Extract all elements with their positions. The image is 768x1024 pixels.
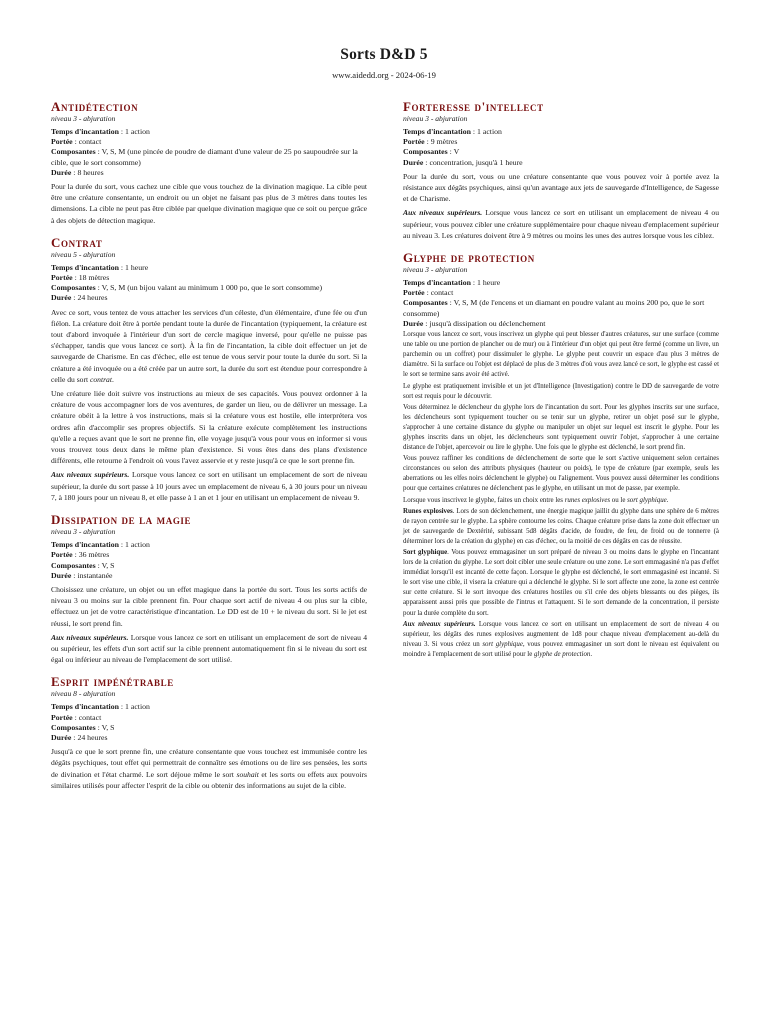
spell-description: Vous déterminez le déclencheur du glyphe lors de l'incantation du sort. Pour les glyphes inscrits sur une surface, les déclencheurs sont typiquement toucher ou se tenir sur un glyphe, retirer un objet posé sur le glyphe, s'approcher à une certaine distance du glyphe ou manipuler un objet sur lequel est inscrit le glyphe. Pour les glyphes inscrits dans un objet, les déclencheurs sont typiquement ouvrir l'objet, s'approcher à une certaine distance de l'objet, apercevoir ou lire le glyphe. Une fois que le glyphe est déclenché, le sort prend fin.	[403, 403, 719, 452]
spell-antidetection	[51, 99, 367, 226]
spell-esprit-impenetrable	[51, 674, 367, 791]
spell-name: Esprit impénétrable	[51, 674, 174, 690]
spell-duration: Durée : jusqu'à dissipation ou déclenchement	[403, 318, 546, 328]
spell-range: Portée : contact	[51, 137, 102, 147]
spell-level: niveau 3 - abjuration	[51, 527, 116, 537]
spell-glyphe-de-protection	[403, 250, 719, 660]
spell-components: Composantes : V, S	[51, 560, 115, 570]
spell-description: Jusqu'à ce que le sort prenne fin, une créature consentante que vous touchez est immunisée contre les dégâts psychiques, tout effet qui permettrait de connaître ses émotions ou de lire ses pensées, les sorts de divination et l'état charmé. Le sort déjoue même le sort souhait et les sorts ou effets aux pouvoirs similaires utilisés pour affecter l'esprit de la cible ou obtenir des informations au sujet de la cible.	[51, 747, 367, 790]
spell-casting-time: Temps d'incantation : 1 action	[51, 702, 150, 712]
spell-name: Contrat	[51, 234, 103, 250]
spell-higher-levels: Aux niveaux supérieurs. Lorsque vous lancez ce sort en utilisant un emplacement de sort de niveau 4 ou supérieur, les dégâts des runes explosives augmentent de 1d8 pour chaque niveau d'emplacement au-delà du niveau 3. Si vous créez un sort glyphique, vous pouvez emmagasiner un sort dont le niveau est équivalent ou moindre à l'emplacement de sort utilisé pour le glyphe de protection.	[403, 620, 720, 658]
spell-name: Glyphe de protection	[403, 250, 535, 266]
spell-duration: Durée : 8 heures	[51, 167, 104, 177]
spell-higher-levels: Aux niveaux supérieurs. Lorsque vous lancez ce sort en utilisant un emplacement de sort de niveau 4 ou supérieur, les effets d'un sort actif sur la cible prennent automatiquement fin si le niveau du sort est égal ou inférieur au niveau de l'emplacement de sort utilisé.	[51, 632, 367, 665]
spell-description: Pour la durée du sort, vous cachez une cible que vous touchez de la divination magique. La cible peut être une créature consentante, un endroit ou un objet ne faisant pas plus de 3 mètres dans toutes les dimensions. La cible ne peut pas être ciblée par quelque divination magique que ce soit ou perçue grâce à des objets de détection magique.	[51, 182, 367, 225]
spell-components: Composantes : V, S, M (un bijou valant au minimum 1 000 po, que le sort consomme)	[51, 283, 323, 293]
spell-casting-time: Temps d'incantation : 1 action	[403, 127, 502, 136]
spell-description: Sort glyphique. Vous pouvez emmagasiner un sort préparé de niveau 3 ou moins dans le glyphe en l'incantant lors de la création du glyphe. Le sort doit cibler une seule créature ou une zone. Le sort emmagasiné n'a pas d'effet immédiat lorsqu'il est incanté de cette façon. Lorsque le glyphe est déclenché, le sort emmagasiné est incanté. Si le sort vise une cible, il visera la créature qui a déclenché le glyphe. Si le sort affecte une zone, la zone est centrée sur cette créature. Si le sort invoque des créatures hostiles ou s'il crée des objets blessants ou des pièges, ils apparaissent aussi près que possible de l'intrus et l'attaquent. Si le sort demande de la concentration, il persiste pour la durée complète du sort.	[403, 549, 719, 617]
spell-duration: Durée : instantanée	[51, 570, 113, 580]
spell-description: Le glyphe est pratiquement invisible et un jet d'Intelligence (Investigation) contre le DD de sauvegarde de votre sort est requis pour le découvrir.	[403, 382, 719, 400]
spell-description: Lorsque vous inscrivez le glyphe, faites un choix entre les runes explosives ou le sort glyphique.	[403, 496, 669, 504]
spell-forteresse-d-intellect	[403, 99, 719, 241]
spell-description: Lorsque vous lancez ce sort, vous inscrivez un glyphe qui peut blesser d'autres créatures, sur une surface (comme une table ou une portion de plancher ou de mur) ou à l'intérieur d'un objet qui peut être fermé (comme un livre, un parchemin ou un coffret) pour dissimuler le glyphe. Le glyphe peut couvrir un espace d'au plus 3 mètres de diamètre. Si la surface ou l'objet est déplacé de plus de 3 mètres d'où vous avez lancé ce sort, le glyphe est cassé et le sort se termine sans avoir été activé.	[403, 331, 719, 379]
spell-contrat	[51, 235, 367, 503]
spell-description: Runes explosives. Lors de son déclenchement, une énergie magique jaillit du glyphe dans une sphère de 6 mètres de rayon centrée sur le glyphe. La sphère contourne les coins. Chaque créature prise dans la zone doit effectuer un jet de sauvegarde de Dextérité, subissant 5d8 dégâts d'acide, de foudre, de feu, de froid ou de tonnerre (à déterminer lors de la création du glyphe) en cas d'échec, ou la moitié de ces dégâts en cas de réussite.	[403, 507, 719, 545]
spell-higher-levels: Aux niveaux supérieurs. Lorsque vous lancez ce sort en utilisant un emplacement de niveau 4 ou supérieur, vous pouvez cibler une créature supplémentaire pour chaque niveau d'emplacement supérieur au niveau 3. Les créatures doivent être à 9 mètres ou moins les unes des autres lorsque vous les ciblez.	[403, 208, 719, 240]
spell-duration: Durée : 24 heures	[51, 732, 108, 742]
right-column	[403, 99, 719, 669]
spell-casting-time: Temps d'incantation : 1 heure	[51, 262, 149, 272]
spell-higher-levels: Aux niveaux supérieurs. Lorsque vous lancez ce sort en utilisant un emplacement de sort de niveau supérieur, la durée du sort passe à 10 jours avec un emplacement de niveau 6, à 30 jours pour un niveau 7, à 180 jours pour un niveau 8, et elle passe à 1 an et 1 jour en utilisant un emplacement de niveau 9.	[51, 470, 367, 502]
left-column	[51, 99, 367, 800]
spell-dissipation-de-la-magie	[51, 512, 367, 665]
spell-name: Dissipation de la magie	[51, 512, 192, 528]
spell-duration: Durée : concentration, jusqu'à 1 heure	[403, 157, 523, 167]
spell-range: Portée : 9 mètres	[403, 137, 458, 147]
spell-components: Composantes : V, S, M (une pincée de poudre de diamant d'une valeur de 25 po saupoudrée sur la cible, que le sort consomme)	[51, 147, 358, 167]
spell-duration: Durée : 24 heures	[51, 293, 108, 303]
spell-components: Composantes : V, S	[51, 722, 115, 732]
spell-level: niveau 3 - abjuration	[403, 265, 468, 275]
spell-description: Choisissez une créature, un objet ou un effet magique dans la portée du sort. Tous les sorts actifs de niveau 3 ou moins sur la cible prennent fin. Pour chaque sort actif de niveau 4 ou plus sur la cible, effectuez un jet de votre caractéristique d'incantation. Le DD est de 10 + le niveau du sort. Si le jet est réussi, le sort prend fin.	[51, 584, 367, 628]
spell-description: Une créature liée doit suivre vos instructions au mieux de ses capacités. Vous pouvez ordonner à la créature de vous accompagner lors de vos aventures, de garder un lieu, ou de délivrer un message. La créature obéit à la lettre à vos instructions, mais si la créature vous est hostile, elle interprétera vos ordres afin d'accomplir ses propres objectifs. Si la créature exécute complètement les instructions qu'elle a reçues avant que le sort ne prenne fin, elle voyage jusqu'à vous pour vous en informer si vous vous trouvez tous deux dans le même plan d'existence. Si vous êtes dans des plans d'existence différents, elle retourne à l'endroit où vous l'avez asservie et y reste jusqu'à ce que le sort prenne fin.	[51, 389, 367, 466]
spell-level: niveau 5 - abjuration	[51, 249, 116, 259]
spell-level: niveau 8 - abjuration	[51, 689, 116, 699]
spell-casting-time: Temps d'incantation : 1 action	[51, 127, 150, 136]
spell-description: Avec ce sort, vous tentez de vous attacher les services d'un céleste, d'un élémentaire, d'une fée ou d'un fiélon. La créature doit être à portée pendant toute la durée de l'incantation (typiquement, la créature est tout d'abord invoquée à l'intérieur d'un sort de cercle magique inversé, pour qu'elle ne puisse pas s'échapper, tandis que vous lancez ce sort). À la fin de l'incantation, la cible doit effectuer un jet de sauvegarde de Charisme. En cas d'échec, elle est tenue de vous servir pour toute la durée du sort. Si la créature a été invoquée ou a été créée par un autre sort, la durée du sort est étendue pour correspondre à celle du sort contrat.	[51, 307, 367, 384]
spell-casting-time: Temps d'incantation : 1 action	[51, 540, 150, 550]
spell-description: Pour la durée du sort, vous ou une créature consentante que vous pouvez voir à portée avez la résistance aux dégâts psychiques, ainsi qu'un avantage aux jets de sauvegarde d'Intelligence, de Sagesse et de Charisme.	[403, 171, 719, 204]
spell-name: Antidétection	[51, 99, 139, 114]
page-subtitle: www.aidedd.org - 2024-06-19	[332, 70, 436, 80]
page-title: Sorts D&D 5	[340, 46, 428, 63]
spell-range: Portée : 36 mètres	[51, 550, 110, 560]
spell-range: Portée : 18 mètres	[51, 273, 110, 283]
spell-components: Composantes : V, S, M (de l'encens et un diamant en poudre valant au moins 200 po, que le sort consomme)	[403, 298, 705, 318]
spell-casting-time: Temps d'incantation : 1 heure	[403, 278, 501, 288]
spell-range: Portée : contact	[403, 288, 454, 298]
spell-description: Vous pouvez raffiner les conditions de déclenchement de sorte que le sort s'active uniquement selon certaines circonstances ou selon des attributs physiques (hauteur ou poids), le type de créature (par exemple, seuls les aberrations ou les elfes noirs déclenchent le glyphe) ou l'alignement. Vous pouvez aussi déterminer les conditions pour que certaines créatures ne déclenchent pas le glyphe, en utilisant un mot de passe, par exemple.	[403, 455, 719, 493]
spell-level: niveau 3 - abjuration	[51, 114, 116, 123]
spell-range: Portée : contact	[51, 712, 102, 722]
spell-components: Composantes : V	[403, 147, 460, 157]
spell-name: Forteresse d'intellect	[403, 99, 544, 114]
spell-level: niveau 3 - abjuration	[403, 114, 468, 123]
